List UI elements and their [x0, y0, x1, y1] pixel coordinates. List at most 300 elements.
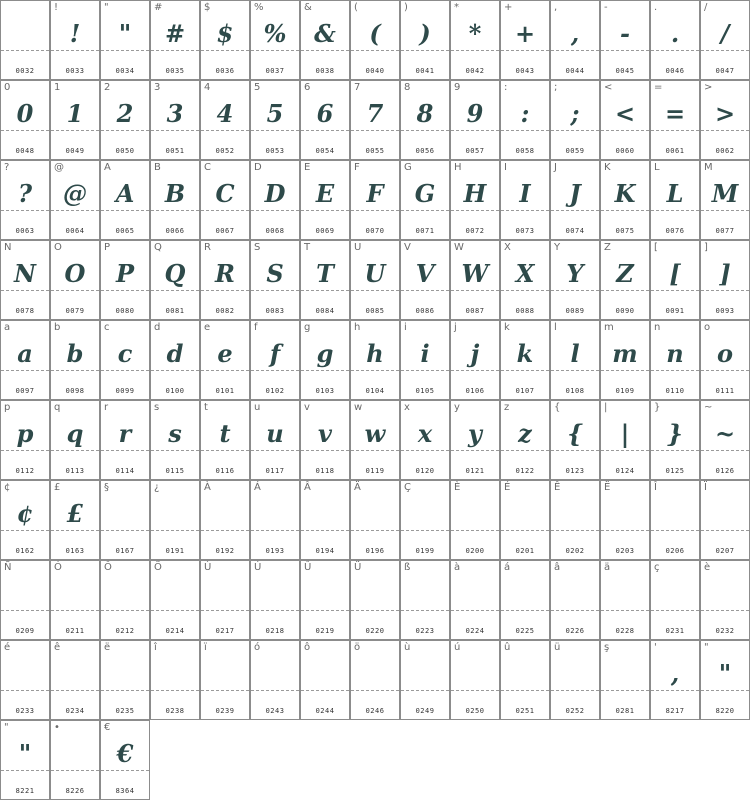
glyph-cell-0249: [400, 640, 450, 720]
baseline-divider: [151, 370, 199, 371]
glyph-code: 0047: [715, 67, 735, 75]
glyph-cell-0057: [450, 80, 500, 160]
glyph-code: 0218: [265, 627, 285, 635]
glyph-code: 8220: [715, 707, 735, 715]
baseline-divider: [701, 130, 749, 131]
glyph-label: @: [54, 162, 64, 173]
glyph-sample: ]: [719, 259, 731, 288]
glyph-label: ,: [554, 2, 558, 13]
glyph-label: s: [154, 402, 160, 413]
glyph-code: 0101: [215, 387, 235, 395]
glyph-label: .: [654, 2, 658, 13]
glyph-cell-0118: [300, 400, 350, 480]
glyph-label: 8: [404, 82, 411, 93]
glyph-label: È: [454, 482, 461, 493]
baseline-divider: [401, 210, 449, 211]
baseline-divider: [601, 50, 649, 51]
glyph-label: 6: [304, 82, 311, 93]
glyph-sample: ": [18, 739, 32, 768]
glyph-sample: T: [316, 259, 334, 288]
glyph-label: J: [554, 162, 557, 173]
baseline-divider: [701, 370, 749, 371]
glyph-cell-0218: [250, 560, 300, 640]
glyph-cell-0124: [600, 400, 650, 480]
glyph-label: ç: [654, 562, 660, 573]
glyph-cell-0193: [250, 480, 300, 560]
glyph-label: Ï: [704, 482, 707, 493]
glyph-code: 0246: [365, 707, 385, 715]
glyph-cell-0243: [250, 640, 300, 720]
glyph-cell-0068: [250, 160, 300, 240]
glyph-sample: ": [118, 19, 132, 48]
glyph-cell-0085: [350, 240, 400, 320]
glyph-code: 0112: [15, 467, 35, 475]
glyph-label: ê: [54, 642, 61, 653]
glyph-label: a: [4, 322, 11, 333]
glyph-cell-0163: [50, 480, 100, 560]
glyph-sample: j: [470, 339, 480, 368]
glyph-cell-0281: [600, 640, 650, 720]
glyph-sample: A: [115, 179, 135, 208]
glyph-label: n: [654, 322, 661, 333]
baseline-divider: [51, 530, 99, 531]
glyph-sample: 6: [316, 99, 334, 128]
glyph-sample: !: [69, 19, 81, 48]
glyph-sample: D: [264, 179, 286, 208]
glyph-sample: [51, 739, 99, 769]
baseline-divider: [651, 130, 699, 131]
glyph-sample: (: [369, 19, 381, 48]
glyph-label: I: [504, 162, 507, 173]
glyph-sample: [201, 659, 249, 689]
glyph-label: ú: [454, 642, 461, 653]
baseline-divider: [101, 370, 149, 371]
glyph-sample: $: [216, 19, 234, 48]
glyph-sample: [601, 659, 649, 689]
glyph-code: 0118: [315, 467, 335, 475]
glyph-label: W: [454, 242, 464, 253]
glyph-code: 0062: [715, 147, 735, 155]
glyph-code: 0191: [165, 547, 185, 555]
glyph-code: 0075: [615, 227, 635, 235]
glyph-sample: l: [570, 339, 580, 368]
glyph-code: 0226: [565, 627, 585, 635]
glyph-label: %: [254, 2, 264, 13]
baseline-divider: [251, 610, 299, 611]
glyph-cell-0102: [250, 320, 300, 400]
glyph-sample: k: [516, 339, 534, 368]
glyph-sample: L: [666, 179, 684, 208]
glyph-label: 9: [454, 82, 461, 93]
glyph-cell-0212: [100, 560, 150, 640]
baseline-divider: [101, 130, 149, 131]
glyph-code: 0209: [15, 627, 35, 635]
glyph-cell-0111: [700, 320, 750, 400]
glyph-sample: u: [266, 419, 284, 448]
glyph-sample: /: [720, 19, 730, 48]
glyph-label: S: [254, 242, 261, 253]
glyph-label: 3: [154, 82, 161, 93]
glyph-sample: %: [263, 19, 287, 48]
baseline-divider: [501, 450, 549, 451]
glyph-sample: [151, 499, 199, 529]
baseline-divider: [251, 290, 299, 291]
glyph-sample: [201, 499, 249, 529]
glyph-cell-0093: [700, 240, 750, 320]
baseline-divider: [451, 210, 499, 211]
glyph-cell-0244: [300, 640, 350, 720]
glyph-code: 0084: [315, 307, 335, 315]
glyph-sample: [101, 579, 149, 609]
baseline-divider: [51, 50, 99, 51]
baseline-divider: [51, 610, 99, 611]
glyph-code: 0044: [565, 67, 585, 75]
glyph-cell-0047: [700, 0, 750, 80]
glyph-label: V: [404, 242, 411, 253]
glyph-code: 0200: [465, 547, 485, 555]
glyph-label: [: [654, 242, 658, 253]
glyph-label: Ó: [54, 562, 62, 573]
glyph-code: 0053: [265, 147, 285, 155]
baseline-divider: [551, 370, 599, 371]
baseline-divider: [601, 530, 649, 531]
glyph-cell-0036: [200, 0, 250, 80]
glyph-sample: [351, 499, 399, 529]
baseline-divider: [701, 210, 749, 211]
glyph-sample: [101, 659, 149, 689]
glyph-label: Ù: [204, 562, 212, 573]
glyph-label: q: [54, 402, 61, 413]
glyph-label: á: [504, 562, 511, 573]
baseline-divider: [1, 370, 49, 371]
glyph-cell-0077: [700, 160, 750, 240]
glyph-cell-0232: [700, 560, 750, 640]
glyph-label: e: [204, 322, 211, 333]
glyph-label: ': [654, 642, 657, 653]
baseline-divider: [401, 530, 449, 531]
glyph-label: x: [404, 402, 410, 413]
glyph-label: â: [554, 562, 561, 573]
baseline-divider: [1, 610, 49, 611]
glyph-sample: +: [514, 19, 536, 48]
glyph-label: l: [554, 322, 557, 333]
glyph-cell-0087: [450, 240, 500, 320]
glyph-label: Ë: [604, 482, 611, 493]
glyph-sample: [451, 499, 499, 529]
glyph-cell-0073: [500, 160, 550, 240]
glyph-label: p: [4, 402, 11, 413]
glyph-sample: |: [620, 419, 630, 448]
glyph-cell-0239: [200, 640, 250, 720]
glyph-label: ?: [4, 162, 10, 173]
glyph-sample: a: [17, 339, 33, 368]
glyph-code: 0070: [365, 227, 385, 235]
baseline-divider: [351, 450, 399, 451]
glyph-label: ü: [554, 642, 561, 653]
glyph-code: 0069: [315, 227, 335, 235]
glyph-cell-8364: [100, 720, 150, 800]
glyph-label: ş: [604, 642, 610, 653]
glyph-cell-0062: [700, 80, 750, 160]
glyph-code: 0046: [665, 67, 685, 75]
glyph-sample: W: [461, 259, 489, 288]
glyph-sample: 3: [166, 99, 184, 128]
glyph-sample: E: [315, 179, 335, 208]
glyph-sample: €: [116, 739, 134, 768]
glyph-label: R: [204, 242, 211, 253]
glyph-code: 0225: [515, 627, 535, 635]
glyph-sample: 0: [16, 99, 34, 128]
glyph-sample: o: [716, 339, 733, 368]
glyph-cell-0191: [150, 480, 200, 560]
glyph-sample: >: [714, 99, 736, 128]
glyph-code: 0192: [215, 547, 235, 555]
glyph-label: ]: [704, 242, 708, 253]
glyph-sample: [51, 659, 99, 689]
glyph-label: Z: [604, 242, 611, 253]
baseline-divider: [301, 210, 349, 211]
glyph-cell-0203: [600, 480, 650, 560]
baseline-divider: [201, 210, 249, 211]
glyph-code: 0065: [115, 227, 135, 235]
glyph-label: û: [504, 642, 511, 653]
glyph-code: 0056: [415, 147, 435, 155]
glyph-cell-0224: [450, 560, 500, 640]
baseline-divider: [651, 370, 699, 371]
glyph-sample: [501, 659, 549, 689]
baseline-divider: [551, 610, 599, 611]
glyph-code: 0250: [465, 707, 485, 715]
glyph-cell-0065: [100, 160, 150, 240]
glyph-code: 0214: [165, 627, 185, 635]
baseline-divider: [351, 610, 399, 611]
glyph-cell-0078: [0, 240, 50, 320]
glyph-cell-0086: [400, 240, 450, 320]
glyph-label: É: [504, 482, 511, 493]
glyph-code: 0057: [465, 147, 485, 155]
baseline-divider: [401, 690, 449, 691]
baseline-divider: [451, 610, 499, 611]
baseline-divider: [551, 50, 599, 51]
glyph-cell-0200: [450, 480, 500, 560]
glyph-sample: S: [266, 259, 284, 288]
glyph-code: 0199: [415, 547, 435, 555]
glyph-sample: [301, 499, 349, 529]
glyph-code: 0041: [415, 67, 435, 75]
baseline-divider: [401, 290, 449, 291]
glyph-code: 0124: [615, 467, 635, 475]
glyph-label: ï: [204, 642, 207, 653]
glyph-code: 0052: [215, 147, 235, 155]
glyph-code: 0219: [315, 627, 335, 635]
glyph-code: 0103: [315, 387, 335, 395]
glyph-cell-0126: [700, 400, 750, 480]
glyph-label: A: [104, 162, 111, 173]
glyph-cell-0072: [450, 160, 500, 240]
glyph-cell-0066: [150, 160, 200, 240]
glyph-label: £: [54, 482, 61, 493]
glyph-sample: [501, 499, 549, 529]
glyph-code: 0119: [365, 467, 385, 475]
glyph-label: ;: [554, 82, 558, 93]
glyph-label: ä: [604, 562, 611, 573]
glyph-cell-0192: [200, 480, 250, 560]
glyph-cell-0113: [50, 400, 100, 480]
glyph-label: G: [404, 162, 412, 173]
glyph-sample: ,: [670, 659, 680, 688]
glyph-cell-0038: [300, 0, 350, 80]
glyph-cell-0098: [50, 320, 100, 400]
glyph-cell-0246: [350, 640, 400, 720]
glyph-sample: [251, 499, 299, 529]
glyph-label: Ä: [354, 482, 361, 493]
glyph-sample: K: [614, 179, 636, 208]
glyph-sample: V: [415, 259, 435, 288]
glyph-cell-0084: [300, 240, 350, 320]
baseline-divider: [451, 50, 499, 51]
glyph-label: d: [154, 322, 161, 333]
glyph-cell-0252: [550, 640, 600, 720]
glyph-code: 0033: [65, 67, 85, 75]
glyph-code: 0234: [65, 707, 85, 715]
glyph-code: 0113: [65, 467, 85, 475]
glyph-label: ": [4, 722, 9, 733]
glyph-code: 0089: [565, 307, 585, 315]
glyph-cell-0125: [650, 400, 700, 480]
glyph-code: 0035: [165, 67, 185, 75]
glyph-label: K: [604, 162, 611, 173]
baseline-divider: [551, 530, 599, 531]
baseline-divider: [401, 610, 449, 611]
baseline-divider: [501, 130, 549, 131]
glyph-cell-0079: [50, 240, 100, 320]
glyph-code: 0071: [415, 227, 435, 235]
glyph-code: 0239: [215, 707, 235, 715]
glyph-code: 0040: [365, 67, 385, 75]
baseline-divider: [701, 690, 749, 691]
baseline-divider: [51, 130, 99, 131]
glyph-cell-0238: [150, 640, 200, 720]
glyph-sample: ;: [570, 99, 580, 128]
glyph-label: ¿: [154, 482, 160, 493]
baseline-divider: [351, 370, 399, 371]
glyph-cell-0074: [550, 160, 600, 240]
baseline-divider: [251, 210, 299, 211]
glyph-cell-0162: [0, 480, 50, 560]
glyph-code: 0036: [215, 67, 235, 75]
glyph-cell-0037: [250, 0, 300, 80]
glyph-code: 0126: [715, 467, 735, 475]
glyph-cell-0103: [300, 320, 350, 400]
glyph-code: 0063: [15, 227, 35, 235]
glyph-sample: [351, 659, 399, 689]
glyph-sample: i: [420, 339, 430, 368]
glyph-label: Ú: [254, 562, 262, 573]
glyph-code: 0231: [665, 627, 685, 635]
baseline-divider: [151, 210, 199, 211]
glyph-cell-0075: [600, 160, 650, 240]
glyph-label: ö: [354, 642, 361, 653]
glyph-label: !: [54, 2, 59, 13]
glyph-sample: -: [620, 19, 630, 48]
glyph-label: |: [604, 402, 608, 413]
glyph-label: F: [354, 162, 360, 173]
glyph-cell-0233: [0, 640, 50, 720]
baseline-divider: [401, 450, 449, 451]
glyph-sample: B: [164, 179, 186, 208]
baseline-divider: [501, 50, 549, 51]
glyph-code: 0206: [665, 547, 685, 555]
baseline-divider: [251, 690, 299, 691]
glyph-cell-0069: [300, 160, 350, 240]
glyph-code: 0123: [565, 467, 585, 475]
glyph-cell-0225: [500, 560, 550, 640]
glyph-label: ë: [104, 642, 111, 653]
glyph-code: 0117: [265, 467, 285, 475]
baseline-divider: [151, 690, 199, 691]
glyph-code: 0099: [115, 387, 135, 395]
glyph-code: 0228: [615, 627, 635, 635]
glyph-code: 0067: [215, 227, 235, 235]
baseline-divider: [101, 450, 149, 451]
glyph-code: 0068: [265, 227, 285, 235]
glyph-cell-0104: [350, 320, 400, 400]
glyph-code: 0050: [115, 147, 135, 155]
glyph-code: 0043: [515, 67, 535, 75]
glyph-cell-0043: [500, 0, 550, 80]
glyph-cell-0107: [500, 320, 550, 400]
glyph-label: Î: [654, 482, 657, 493]
glyph-cell-0050: [100, 80, 150, 160]
glyph-cell-0099: [100, 320, 150, 400]
glyph-cell-0211: [50, 560, 100, 640]
glyph-label: N: [4, 242, 12, 253]
glyph-cell-0234: [50, 640, 100, 720]
glyph-sample: [301, 659, 349, 689]
glyph-label: Û: [304, 562, 312, 573]
glyph-label: m: [604, 322, 614, 333]
glyph-cell-0223: [400, 560, 450, 640]
glyph-code: 0220: [365, 627, 385, 635]
glyph-sample: [651, 579, 699, 609]
glyph-label: ó: [254, 642, 261, 653]
glyph-label: (: [354, 2, 358, 13]
glyph-label: è: [704, 562, 711, 573]
glyph-label: Ê: [554, 482, 561, 493]
glyph-cell-0081: [150, 240, 200, 320]
glyph-cell-0083: [250, 240, 300, 320]
glyph-sample: [151, 659, 199, 689]
baseline-divider: [601, 370, 649, 371]
glyph-code: 0037: [265, 67, 285, 75]
glyph-label: +: [504, 2, 513, 13]
glyph-cell-0049: [50, 80, 100, 160]
glyph-code: 0194: [315, 547, 335, 555]
baseline-divider: [601, 290, 649, 291]
glyph-code: 0111: [715, 387, 735, 395]
baseline-divider: [1, 50, 49, 51]
baseline-divider: [451, 290, 499, 291]
baseline-divider: [1, 770, 49, 771]
glyph-sample: F: [366, 179, 384, 208]
glyph-label: Ö: [154, 562, 162, 573]
baseline-divider: [151, 450, 199, 451]
glyph-sample: C: [215, 179, 235, 208]
glyph-sample: ": [718, 659, 732, 688]
glyph-code: 0055: [365, 147, 385, 155]
baseline-divider: [201, 450, 249, 451]
glyph-label: ": [104, 2, 109, 13]
